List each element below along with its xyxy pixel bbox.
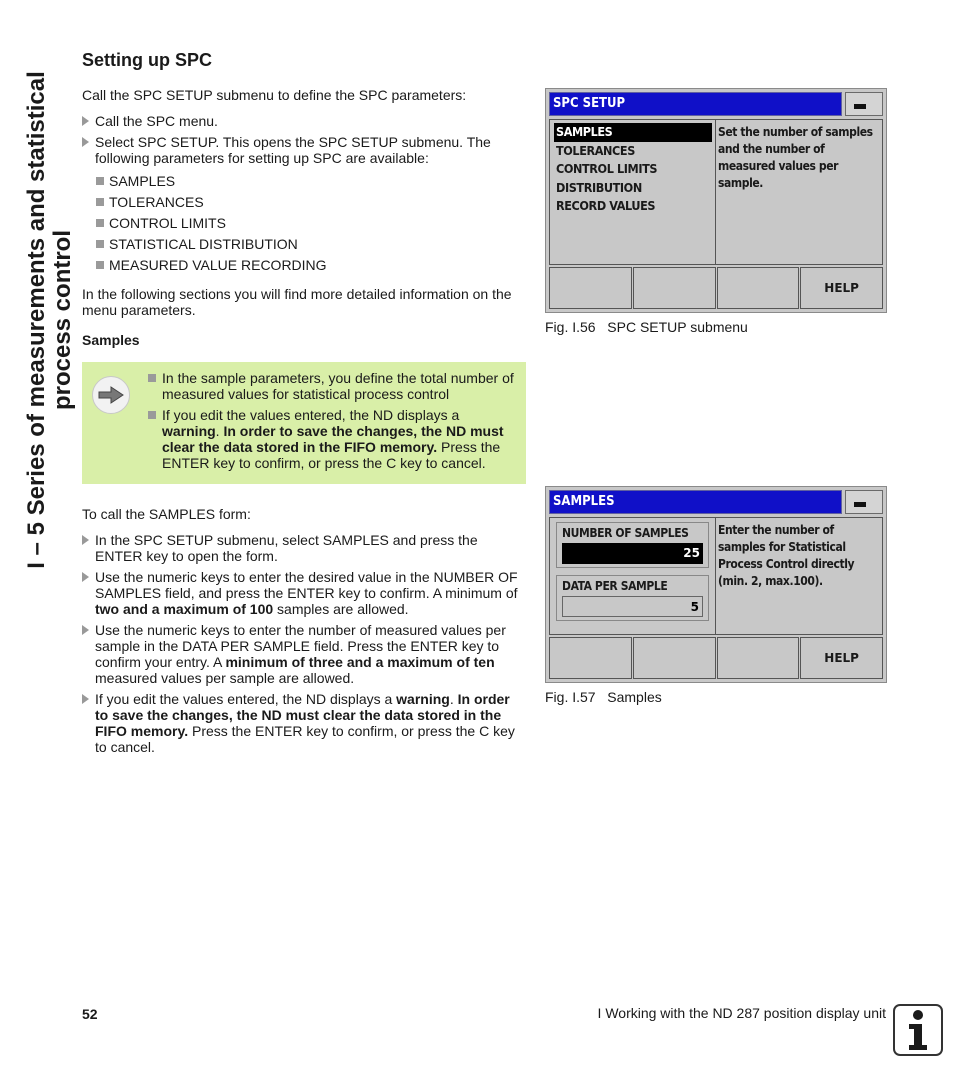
bullet-square-icon <box>148 411 156 419</box>
softkey-2[interactable] <box>633 267 716 309</box>
step-arrow-icon <box>82 625 89 635</box>
note-box <box>82 362 526 484</box>
step-item: Select SPC SETUP. This opens the SPC SETUP submenu. The following parameters for setting up SPC are available: <box>82 134 526 166</box>
figure-samples <box>545 486 887 705</box>
bullet-square-icon <box>96 177 104 185</box>
parameter-item: MEASURED VALUE RECORDING <box>96 255 526 276</box>
help-text: Set the number of samples and the number of measured values per sample. <box>718 125 873 190</box>
section-title: Setting up SPC <box>82 50 212 70</box>
samples-form <box>550 518 716 634</box>
step-arrow-icon <box>82 116 89 126</box>
data-per-sample-field[interactable]: 5 <box>562 596 703 617</box>
step-arrow-icon <box>82 137 89 147</box>
softkey-bar <box>549 267 883 309</box>
step-arrow-icon <box>82 535 89 545</box>
softkey-bar <box>549 637 883 679</box>
footer-text: I Working with the ND 287 position display unit <box>597 1005 886 1021</box>
figure-caption: Fig. I.56 SPC SETUP submenu <box>545 319 748 335</box>
menu-item-samples[interactable]: SAMPLES <box>554 123 712 142</box>
softkey-1[interactable] <box>549 637 632 679</box>
submenu-list <box>550 120 716 264</box>
parameter-item: SAMPLES <box>96 171 526 192</box>
screen-title: SAMPLES <box>549 490 842 514</box>
menu-item-tolerances[interactable]: TOLERANCES <box>556 142 635 158</box>
data-per-sample-label: DATA PER SAMPLE <box>562 579 668 593</box>
steps-list-setup <box>82 113 526 166</box>
steps-list-samples <box>82 532 526 755</box>
page-number: 52 <box>82 1006 98 1022</box>
chapter-side-title <box>18 40 82 600</box>
figure-caption: Fig. I.57 Samples <box>545 689 662 705</box>
number-of-samples-group <box>556 522 709 568</box>
note-item: In the sample parameters, you define the total number of measured values for statistical process control <box>148 370 516 402</box>
step-item: Use the numeric keys to enter the desired value in the NUMBER OF SAMPLES field, and press the ENTER key to confirm. A minimum of two and a maximum of 100 samples are allowed. <box>82 569 526 617</box>
number-of-samples-field[interactable]: 25 <box>562 543 703 564</box>
bullet-square-icon <box>96 198 104 206</box>
menu-item-control-limits[interactable]: CONTROL LIMITS <box>556 161 658 176</box>
softkey-3[interactable] <box>717 267 800 309</box>
screen-title: SPC SETUP <box>549 92 842 116</box>
following-text: In the following sections you will find more detailed information on the menu parameters. <box>82 286 512 318</box>
parameter-list <box>96 171 526 276</box>
info-icon <box>893 1004 943 1056</box>
samples-screen <box>545 486 887 683</box>
pointing-hand-icon <box>92 376 130 414</box>
samples-heading: Samples <box>82 332 140 348</box>
softkey-2[interactable] <box>633 637 716 679</box>
help-softkey[interactable]: HELP <box>800 267 883 309</box>
call-form-text: To call the SAMPLES form: <box>82 506 251 522</box>
parameter-item: TOLERANCES <box>96 192 526 213</box>
main-column <box>82 50 526 760</box>
spc-setup-screen <box>545 88 887 313</box>
chapter-title-line2: process control <box>49 229 76 411</box>
bullet-square-icon <box>96 261 104 269</box>
intro-text: Call the SPC SETUP submenu to define the SPC parameters: <box>82 87 467 103</box>
step-arrow-icon <box>82 694 89 704</box>
step-item: Use the numeric keys to enter the number of measured values per sample in the DATA PER SAMPLE field. Press the ENTER key to confirm your entry. A minimum of three and a maximum of ten measured values per sample are allowed. <box>82 622 526 686</box>
menu-item-distribution[interactable]: DISTRIBUTION <box>556 179 642 195</box>
bullet-square-icon <box>148 374 156 382</box>
figure-spc-setup <box>545 88 887 335</box>
step-item: Call the SPC menu. <box>82 113 526 129</box>
menu-item-record-values[interactable]: RECORD VALUES <box>556 198 656 213</box>
status-indicator-icon <box>845 490 883 514</box>
softkey-1[interactable] <box>549 267 632 309</box>
step-item: In the SPC SETUP submenu, select SAMPLES and press the ENTER key to open the form. <box>82 532 526 564</box>
help-text: Enter the number of samples for Statistical Process Control directly (min. 2, max.100). <box>718 523 855 588</box>
chapter-title-line1: I – 5 Series of measurements and statistical <box>23 71 50 569</box>
note-item: If you edit the values entered, the ND displays a warning. In order to save the changes, the ND must clear the data stored in the FIFO memory. Press the ENTER key to confirm, or press the C key to cancel. <box>148 407 516 471</box>
parameter-item: CONTROL LIMITS <box>96 213 526 234</box>
help-softkey[interactable]: HELP <box>800 637 883 679</box>
status-indicator-icon <box>845 92 883 116</box>
number-of-samples-label: NUMBER OF SAMPLES <box>562 526 689 540</box>
softkey-3[interactable] <box>717 637 800 679</box>
bullet-square-icon <box>96 240 104 248</box>
step-item: If you edit the values entered, the ND displays a warning. In order to save the changes, the ND must clear the data stored in the FIFO memory. Press the ENTER key to confirm, or press the C key to cancel. <box>82 691 526 755</box>
data-per-sample-group <box>556 575 709 621</box>
step-arrow-icon <box>82 572 89 582</box>
bullet-square-icon <box>96 219 104 227</box>
parameter-item: STATISTICAL DISTRIBUTION <box>96 234 526 255</box>
